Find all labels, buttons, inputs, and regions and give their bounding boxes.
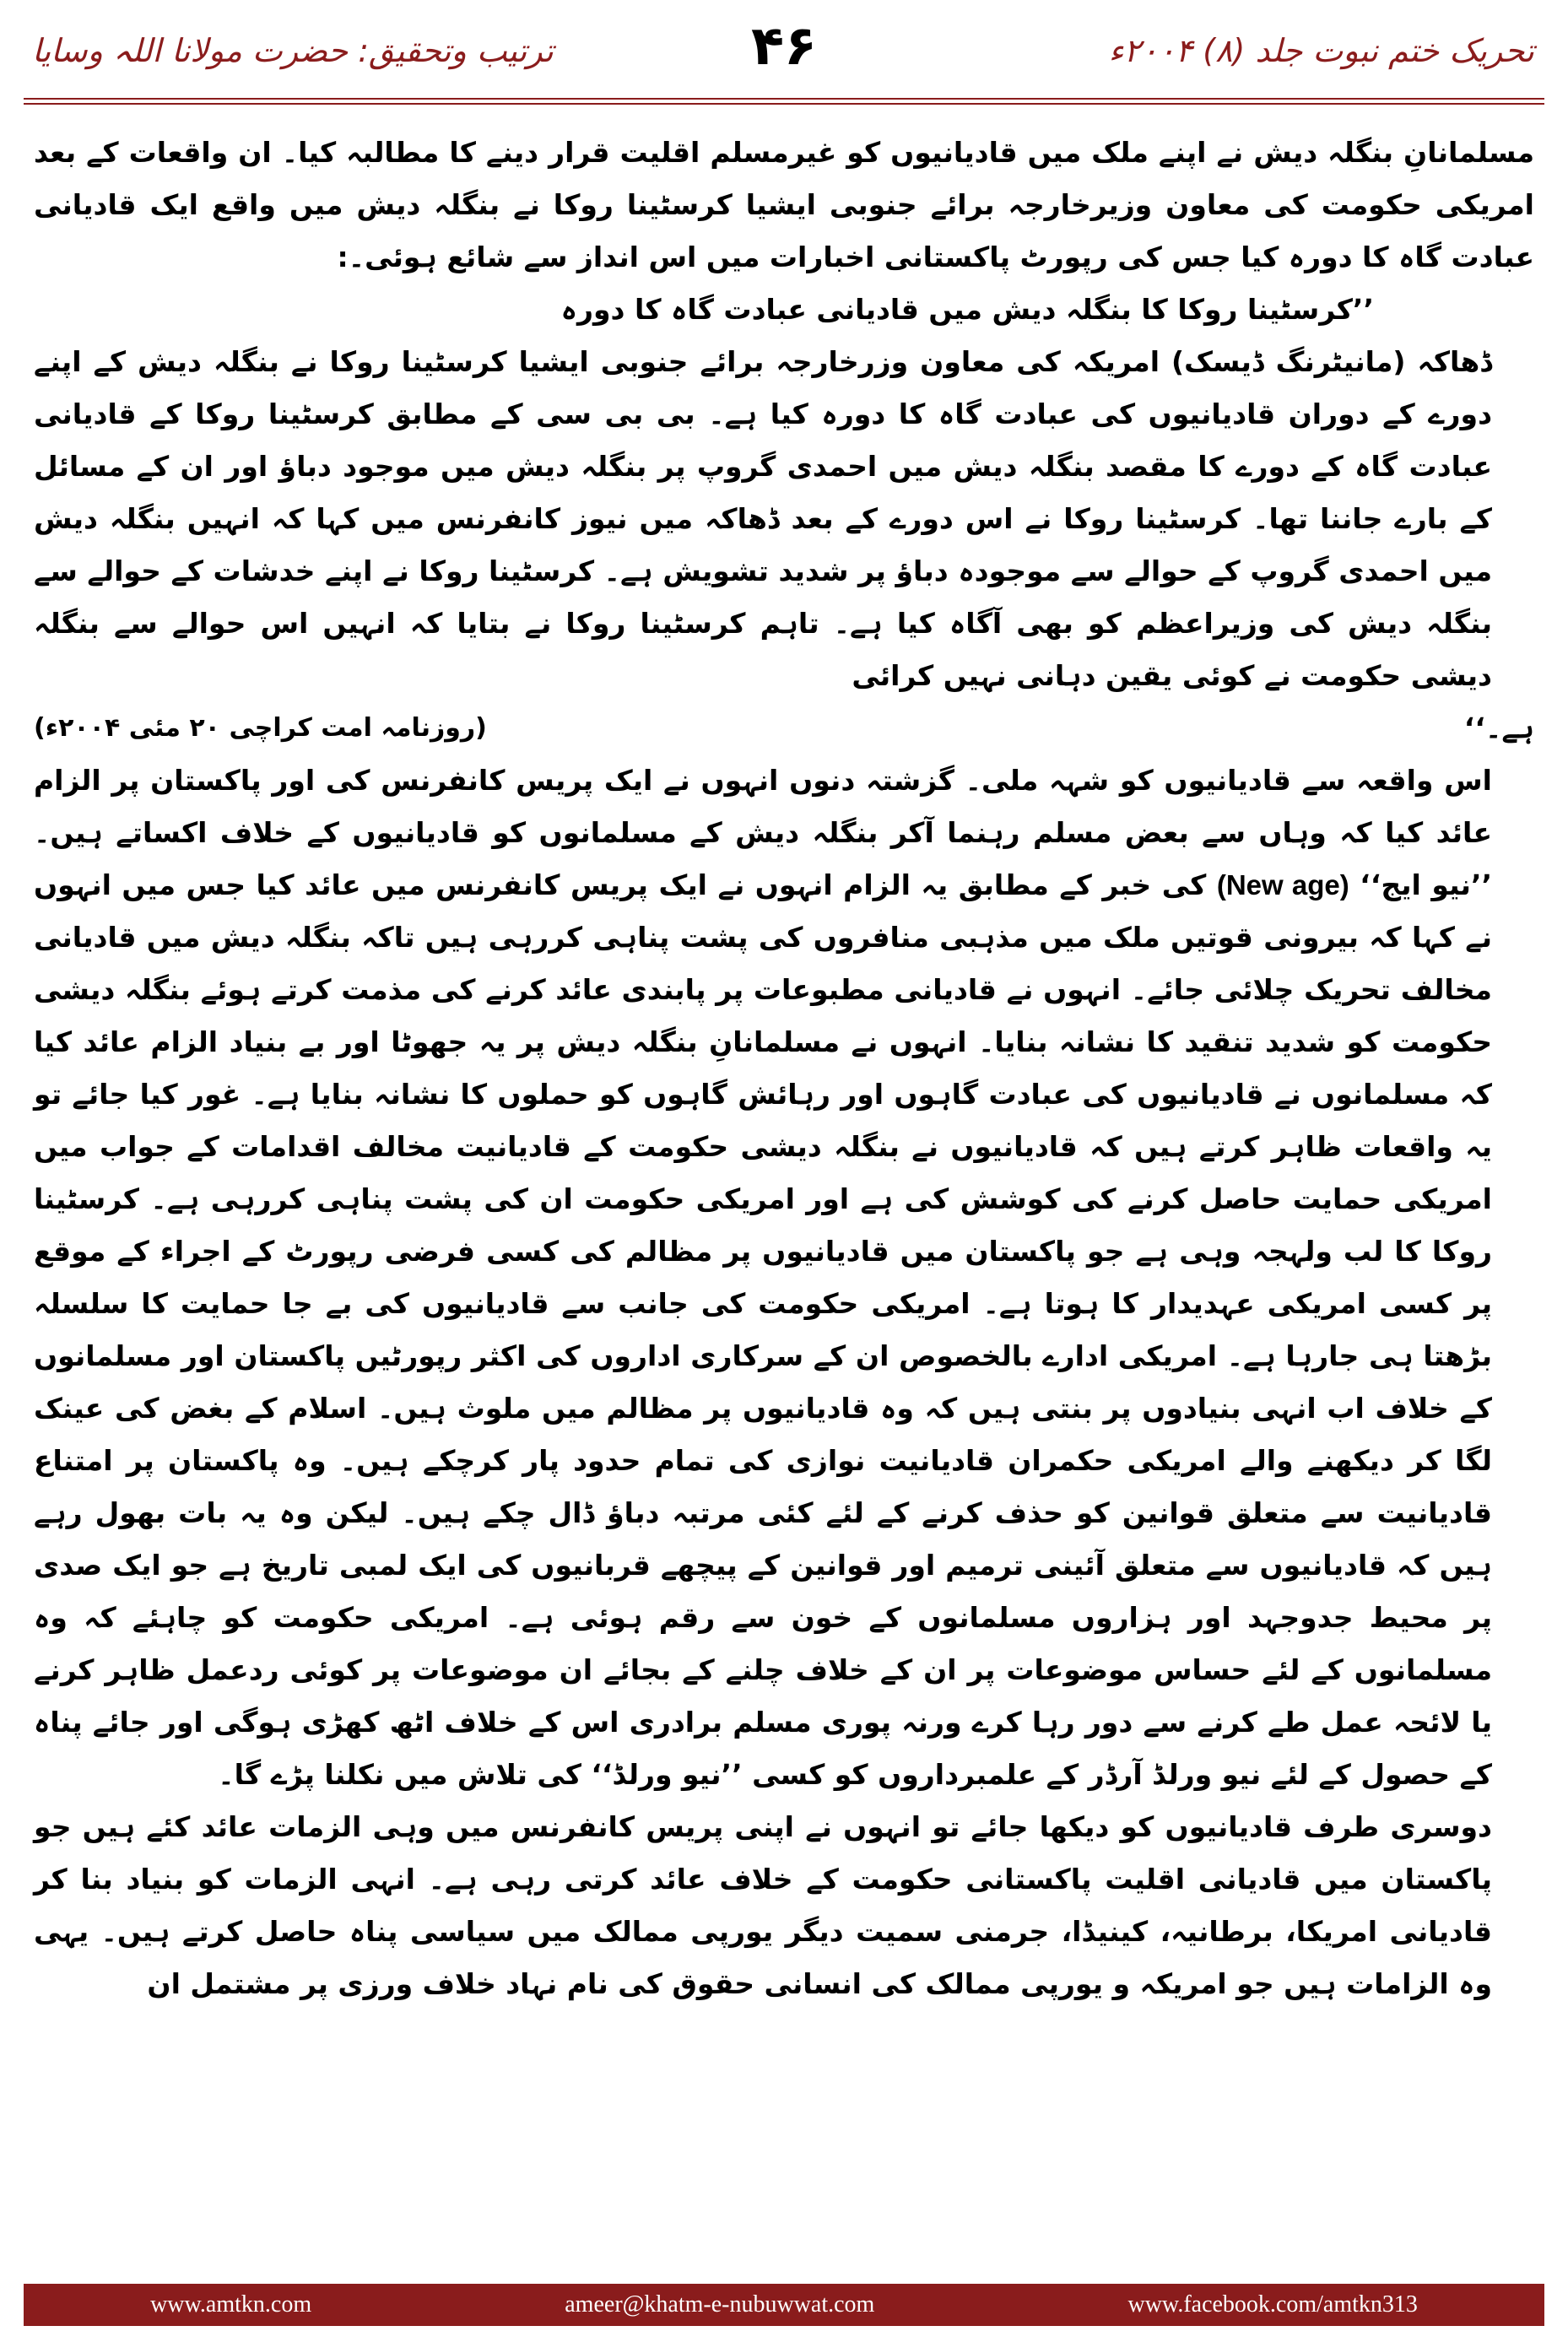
footer-email-link[interactable]: ameer@khatm-e-nubuwwat.com xyxy=(565,2291,875,2318)
paragraph-other-side: دوسری طرف قادیانیوں کو دیکھا جائے تو انہوں نے اپنی پریس کانفرنس میں وہی الزمات عائد کئے ہیں جو پاکستان میں قادیانی اقلیت پاکستانی حکومت کے خلاف عائد کرتی رہی ہے۔ انہی الزمات کو بنیاد بنا کر قادیانی امریکا، برطانیہ، کینیڈا، جرمنی سمیت دیگر یورپی ممالک میں سیاسی پناہ حاصل کرتے ہیں۔ یہی وہ الزامات ہیں جو امریکہ و یورپی ممالک کی انسانی حقوق کی نام نہاد خلاف ورزی پر مشتمل ان xyxy=(34,1810,1492,2000)
new-age-latin: (New age) xyxy=(1216,869,1349,901)
quote-end: ہے۔‘‘ xyxy=(1463,711,1534,744)
header-rule-bottom xyxy=(24,103,1544,105)
paragraph-press-conference-part1: اس واقعہ سے قادیانیوں کو شہہ ملی۔ گزشتہ دنوں انہوں نے ایک پریس کانفرنس کی اور پاکستان پر الزام عائد کیا کہ وہاں سے بعض مسلم رہنما آکر بنگلہ دیش کے مسلمانوں کو قادیانیوں کے خلاف اکساتے ہیں۔ ’’نیو ایج‘‘ xyxy=(34,764,1493,901)
header-rule-top xyxy=(24,98,1544,100)
quote-body: ڈھاکہ (مانیٹرنگ ڈیسک) امریکہ کی معاون وزرخارجہ برائے جنوبی ایشیا کرسٹینا روکا نے بنگلہ دیش کے اپنے دورے کے دوران قادیانیوں کی عبادت گاہ کا دورہ کیا ہے۔ بی بی سی کے مطابق کرسٹینا روکا کے قادیانی عبادت گاہ کے دورے کا مقصد بنگلہ دیش میں احمدی گروپ پر بنگلہ دیش میں موجود دباؤ اور ان کے مسائل کے بارے جاننا تھا۔ کرسٹینا روکا نے اس دورے کے بعد ڈھاکہ میں نیوز کانفرنس میں کہا کہ انہیں بنگلہ دیش میں احمدی گروپ کے حوالے سے موجودہ دباؤ پر شدید تشویش ہے۔ کرسٹینا روکا نے اپنے خدشات کے حوالے سے بنگلہ دیش کی وزیراعظم کو بھی آگاہ کیا ہے۔ تاہم کرسٹینا روکا نے بتایا کہ انہیں اس حوالے سے بنگلہ دیشی حکومت نے کوئی یقین دہانی نہیں کرائی xyxy=(34,345,1492,692)
quote-heading: ’’کرسٹینا روکا کا بنگلہ دیش میں قادیانی عبادت گاہ کا دورہ xyxy=(560,293,1374,326)
footer-website-link[interactable]: www.amtkn.com xyxy=(150,2291,312,2318)
footer-facebook-link[interactable]: www.facebook.com/amtkn313 xyxy=(1127,2291,1418,2318)
paragraph-intro: مسلمانانِ بنگلہ دیش نے اپنے ملک میں قادیانیوں کو غیرمسلم اقلیت قرار دینے کا مطالبہ کیا۔ ان واقعات کے بعد امریکی حکومت کی معاون وزیرخارجہ برائے جنوبی ایشیا کرسٹینا روکا نے بنگلہ دیش میں واقع ایک قادیانی عبادت گاہ کا دورہ کیا جس کی رپورٹ پاکستانی اخبارات میں اس انداز سے شائع ہوئی۔: xyxy=(34,136,1534,273)
header-compiler-credit: ترتیب وتحقیق: حضرت مولانا اللہ وسایا xyxy=(32,32,554,69)
footer-bar xyxy=(24,2284,1544,2326)
quote-footer xyxy=(34,702,1534,755)
page-number: ۴۶ xyxy=(750,15,818,78)
header-book-title: تحریک ختم نبوت جلد (۸) ۲۰۰۴ء xyxy=(1108,32,1534,69)
quote-source: (روزنامہ امت کراچی ۲۰ مئی ۲۰۰۴ء) xyxy=(34,713,487,743)
paragraph-press-conference-part2: کی خبر کے مطابق یہ الزام انہوں نے ایک پریس کانفرنس میں عائد کیا جس میں انہوں نے کہا کہ بیرونی قوتیں ملک میں مذہبی منافروں کی پشت پناہی کررہی ہیں تاکہ بنگلہ دیش میں قادیانی مخالف تحریک چلائی جائے۔ انہوں نے قادیانی مطبوعات پر پابندی عائد کرنے کی مذمت کرتے ہوئے بنگلہ دیشی حکومت کو شدید تنقید کا نشانہ بنایا۔ انہوں نے مسلمانانِ بنگلہ دیش پر یہ جھوٹا اور بے بنیاد الزام عائد کیا کہ مسلمانوں نے قادیانیوں کی عبادت گاہوں اور رہائش گاہوں کو حملوں کا نشانہ بنایا ہے۔ غور کیا جائے تو یہ واقعات ظاہر کرتے ہیں کہ قادیانیوں نے بنگلہ دیشی حکومت کے قادیانیت مخالف اقدامات کے جواب میں امریکی حمایت حاصل کرنے کی کوشش کی ہے اور امریکی حکومت ان کی پشت پناہی کررہی ہے۔ کرسٹینا روکا کا لب ولہجہ وہی ہے جو پاکستان میں قادیانیوں پر مظالم کی کسی فرضی رپورٹ کے اجراء کے موقع پر کسی امریکی عہدیدار کا ہوتا ہے۔ امریکی حکومت کی جانب سے قادیانیوں کی بے جا حمایت کا سلسلہ بڑھتا ہی جارہا ہے۔ امریکی ادارے بالخصوص ان کے سرکاری اداروں کی اکثر رپورٹیں پاکستان اور مسلمانوں کے خلاف اب انہی بنیادوں پر بنتی ہیں کہ وہ قادیانیوں پر مظالم میں ملوث ہیں۔ اسلام کے بغض کی عینک لگا کر دیکھنے والے امریکی حکمران قادیانیت نوازی کی تمام حدود پار کرچکے ہیں۔ وہ پاکستان پر امتناع قادیانیت سے متعلق قوانین کو حذف کرنے کے لئے کئی مرتبہ دباؤ ڈال چکے ہیں۔ لیکن وہ یہ بات بھول رہے ہیں کہ قادیانیوں سے متعلق آئینی ترمیم اور قوانین کے پیچھے قربانیوں کی ایک لمبی تاریخ ہے جو ایک صدی پر محیط جدوجہد اور ہزاروں مسلمانوں کے خون سے رقم ہوئی ہے۔ امریکی حکومت کو چاہئے کہ وہ مسلمانوں کے لئے حساس موضوعات پر ان کے خلاف چلنے کے بجائے ان موضوعات پر کوئی ردعمل ظاہر کرنے یا لائحہ عمل طے کرنے سے دور رہا کرے ورنہ پوری مسلم برادری اس کے خلاف اٹھ کھڑی ہوگی اور جائے پناہ کے حصول کے لئے نیو ورلڈ آرڈر کے علمبرداروں کو کسی ’’نیو ورلڈ‘‘ کی تلاش میں نکلنا پڑے گا۔ xyxy=(34,868,1492,1791)
paragraph-press-conference xyxy=(34,755,1534,1801)
page-body xyxy=(34,127,1534,2010)
